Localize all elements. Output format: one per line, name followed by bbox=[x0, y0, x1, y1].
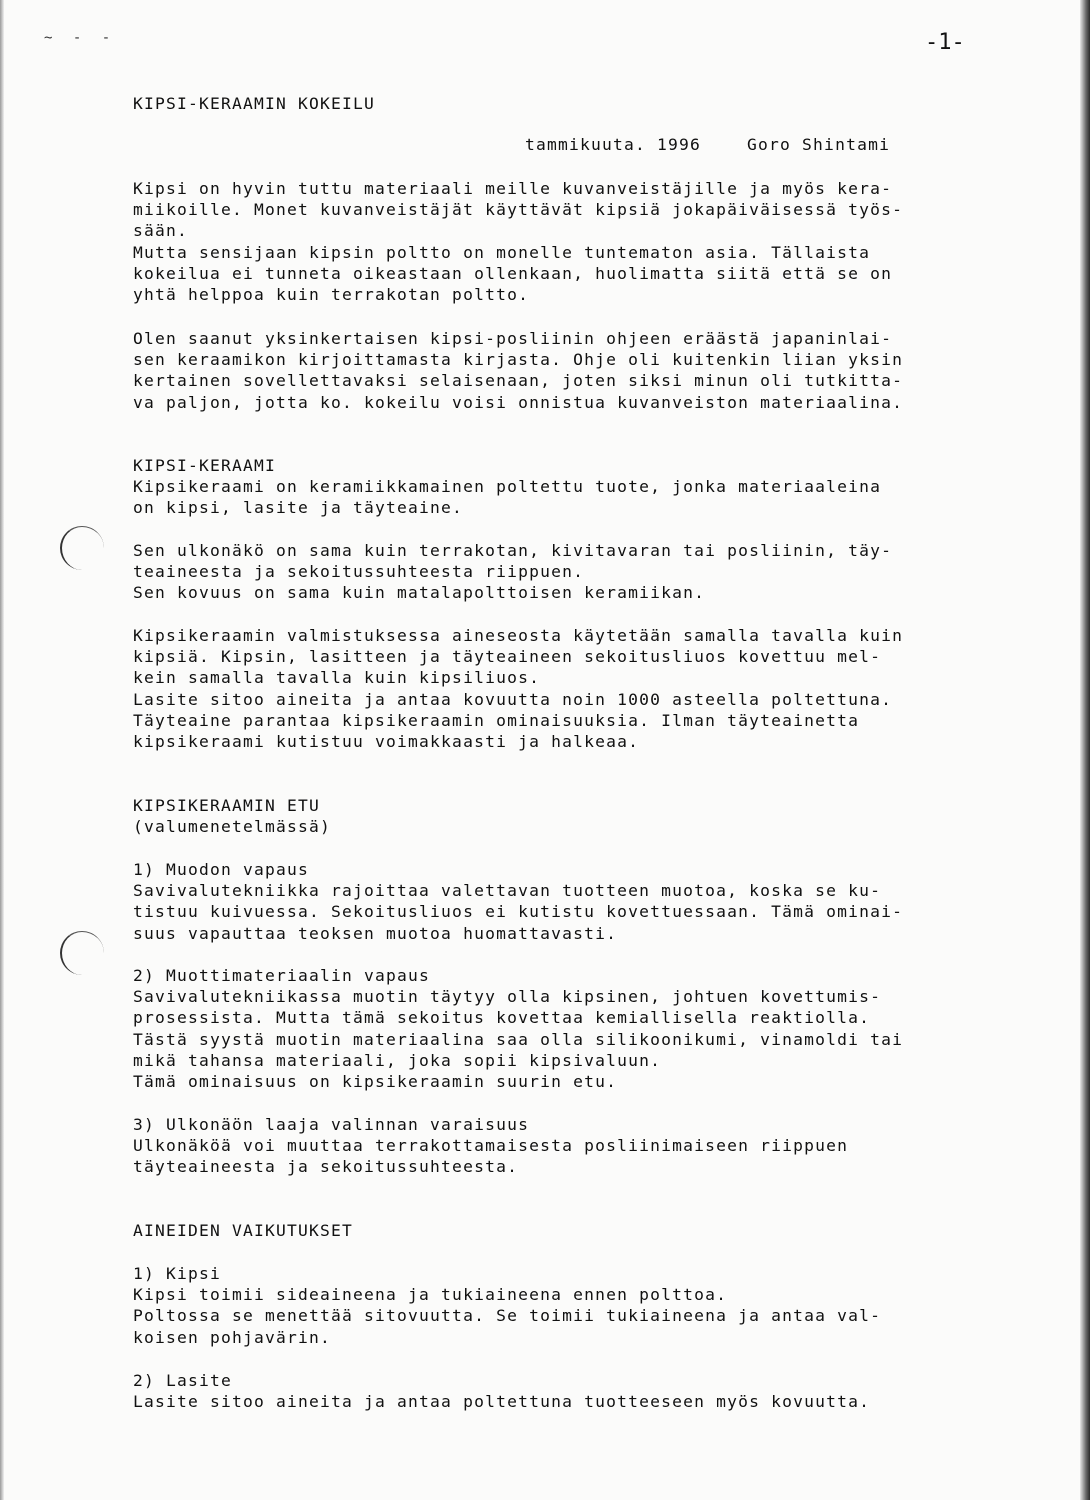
text-line: kipsikeraami kutistuu voimakkaasti ja halkeaa. bbox=[133, 731, 640, 751]
punch-hole-lower bbox=[60, 931, 104, 975]
section-kipsikeraamin-etu bbox=[133, 795, 1033, 837]
text-line: Kipsikeraamin valmistuksessa aineseosta käytetään samalla tavalla kuin bbox=[133, 626, 904, 645]
text-line: Sen kovuus on sama kuin matalapolttoisen keramiikan. bbox=[133, 583, 706, 603]
text-line: koisen pohjavärin. bbox=[133, 1327, 332, 1347]
text-line: Savivalutekniikka rajoittaa valettavan tuotteen muotoa, koska se ku- bbox=[133, 881, 882, 901]
list-item-heading: 2) Lasite bbox=[133, 1371, 233, 1390]
list-item-heading: 2) Muottimateriaalin vapaus bbox=[133, 966, 431, 985]
text-line: Tämä ominaisuus on kipsikeraamin suurin etu. bbox=[133, 1071, 618, 1091]
text-line: Sen ulkonäkö on sama kuin terrakotan, kivitavaran tai posliinin, täy- bbox=[133, 541, 893, 560]
text-line: kertainen sovellettavaksi selaisenaan, joten siksi minun oli tutkitta- bbox=[133, 371, 904, 391]
kipsi-keraami-paragraph-2 bbox=[133, 540, 1033, 604]
aineet-item-2 bbox=[133, 1370, 1033, 1412]
section-kipsi-keraami bbox=[133, 455, 1033, 519]
kipsi-keraami-paragraph-3 bbox=[133, 625, 1033, 752]
etu-item-3 bbox=[133, 1114, 1033, 1178]
text-line: mikä tahansa materiaali, joka sopii kipsivaluun. bbox=[133, 1050, 662, 1070]
text-line: Kipsi on hyvin tuttu materiaali meille kuvanveistäjille ja myös kera- bbox=[133, 179, 893, 198]
date-author-line bbox=[525, 135, 890, 154]
section-heading: AINEIDEN VAIKUTUKSET bbox=[133, 1221, 354, 1240]
section-subheading: (valumenetelmässä) bbox=[133, 817, 332, 837]
document-date: tammikuuta. 1996 bbox=[525, 135, 702, 154]
section-aineiden-vaikutukset bbox=[133, 1220, 1033, 1241]
text-line: Savivalutekniikassa muotin täytyy olla kipsinen, johtuen kovettumis- bbox=[133, 987, 882, 1007]
text-line: on kipsi, lasite ja täyteaine. bbox=[133, 498, 464, 518]
intro-paragraph-2 bbox=[133, 328, 1033, 413]
text-line: suus vapauttaa teoksen muotoa huomattavasti. bbox=[133, 923, 618, 943]
text-line: Lasite sitoo aineita ja antaa poltettuna tuotteeseen myös kovuutta. bbox=[133, 1392, 871, 1412]
text-line: tistuu kuivuessa. Sekoitusliuos ei kutistu kovettuessaan. Tämä ominai- bbox=[133, 902, 904, 922]
text-line: Mutta sensijaan kipsin poltto on monelle tuntematon asia. Tällaista bbox=[133, 242, 871, 262]
etu-item-1 bbox=[133, 859, 1033, 944]
text-line: yhtä helppoa kuin terrakotan poltto. bbox=[133, 284, 530, 304]
text-line: teaineesta ja sekoitussuhteesta riippuen. bbox=[133, 562, 585, 582]
text-line: kipsiä. Kipsin, lasitteen ja täyteaineen sekoitusliuos kovettuu mel- bbox=[133, 647, 882, 667]
intro-paragraph-1 bbox=[133, 178, 1033, 305]
list-item-heading: 3) Ulkonäön laaja valinnan varaisuus bbox=[133, 1115, 530, 1134]
text-line: prosessista. Mutta tämä sekoitus kovettaa kemiallisella reaktiolla. bbox=[133, 1008, 871, 1028]
section-heading: KIPSIKERAAMIN ETU bbox=[133, 796, 321, 815]
corner-marks: ~ - - bbox=[44, 30, 117, 46]
text-line: miikoille. Monet kuvanveistäjät käyttävät kipsiä jokapäiväisessä työs- bbox=[133, 200, 904, 220]
list-item-heading: 1) Kipsi bbox=[133, 1264, 222, 1283]
text-line: kokeilua ei tunneta oikeastaan ollenkaan, huolimatta siitä että se on bbox=[133, 263, 893, 283]
aineet-item-1 bbox=[133, 1263, 1033, 1348]
text-line: Täyteaine parantaa kipsikeraamin ominaisuuksia. Ilman täyteainetta bbox=[133, 710, 860, 730]
text-line: Kipsikeraami on keramiikkamainen poltettu tuote, jonka materiaaleina bbox=[133, 477, 882, 497]
text-line: Kipsi toimii sideaineena ja tukiaineena ennen polttoa. bbox=[133, 1285, 728, 1305]
text-line: va paljon, jotta ko. kokeilu voisi onnistua kuvanveiston materiaalina. bbox=[133, 392, 904, 412]
section-heading: KIPSI-KERAAMI bbox=[133, 456, 277, 475]
document-title: KIPSI-KERAAMIN KOKEILU bbox=[133, 94, 376, 113]
text-line: täyteaineesta ja sekoitussuhteesta. bbox=[133, 1157, 519, 1177]
punch-hole-upper bbox=[60, 526, 104, 570]
scan-right-edge bbox=[1080, 0, 1090, 1500]
list-item-heading: 1) Muodon vapaus bbox=[133, 860, 310, 879]
scan-left-edge bbox=[0, 0, 4, 1500]
page-number: -1- bbox=[925, 30, 965, 55]
text-line: Olen saanut yksinkertaisen kipsi-posliinin ohjeen eräästä japaninlai- bbox=[133, 329, 893, 348]
document-author: Goro Shintami bbox=[747, 135, 891, 154]
etu-item-2 bbox=[133, 965, 1033, 1092]
text-line: sen keraamikon kirjoittamasta kirjasta. Ohje oli kuitenkin liian yksin bbox=[133, 350, 904, 370]
text-line: Lasite sitoo aineita ja antaa kovuutta noin 1000 asteella poltettuna. bbox=[133, 689, 893, 709]
text-line: Ulkonäköä voi muuttaa terrakottamaisesta posliinimaiseen riippuen bbox=[133, 1136, 849, 1156]
text-line: kein samalla tavalla kuin kipsiliuos. bbox=[133, 668, 541, 688]
text-line: Poltossa se menettää sitovuutta. Se toimii tukiaineena ja antaa val- bbox=[133, 1306, 882, 1326]
text-line: Tästä syystä muotin materiaalina saa olla silikoonikumi, vinamoldi tai bbox=[133, 1029, 904, 1049]
text-line: sään. bbox=[133, 221, 189, 241]
